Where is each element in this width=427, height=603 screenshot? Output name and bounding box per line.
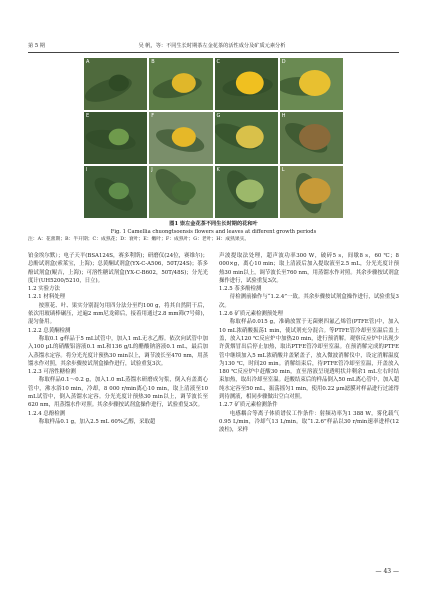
panel-tag: E bbox=[86, 113, 90, 119]
panel-tag: K bbox=[216, 167, 220, 173]
subject-shape bbox=[235, 72, 263, 95]
paragraph: 电感耦合等离子体质谱仪工作条件：射频功率为1 388 W，雾化载气0.95 L/min，冷却气13 L/min。取“1.2.6”样品以30 r/min速率进样(12波柱)，采样 bbox=[219, 410, 399, 434]
subject-shape bbox=[235, 126, 263, 149]
paragraph: 按照花、叶、果实分别混匀用四分法分至约100 g，将其自然阴干后，依次用玻璃棒碾压，过遍2 mm尼龙筛后，接着用通过2.8 mm筛(7号筛)，混匀备用。 bbox=[28, 302, 208, 326]
body-columns bbox=[28, 252, 399, 435]
subject-shape bbox=[172, 73, 196, 93]
section-heading: 1.2 实验方法 bbox=[28, 286, 60, 293]
photo-panel bbox=[84, 58, 147, 110]
figure-photo-grid bbox=[84, 58, 343, 218]
right-column bbox=[219, 252, 399, 435]
photo-panel bbox=[280, 112, 343, 164]
photo-content bbox=[149, 112, 212, 164]
panel-tag: D bbox=[281, 59, 286, 65]
photo-content bbox=[215, 58, 278, 110]
subject-shape bbox=[235, 180, 263, 203]
photo-content bbox=[84, 112, 147, 164]
section-heading: 1.2.5 茶多酚检测 bbox=[219, 286, 262, 293]
subject-shape bbox=[299, 70, 331, 96]
paragraph: 称取样品0.1 g，加入2.5 mL 60%乙醇，采取超 bbox=[38, 418, 156, 425]
photo-panel bbox=[280, 58, 343, 110]
panel-tag: F bbox=[151, 113, 155, 119]
subject-shape bbox=[172, 181, 196, 201]
subject-shape bbox=[109, 75, 129, 92]
caption-note: 注：A：花蕾期；B：半开期；C：成熟花；D：衰叶；E：嫩叶；F：成熟叶；G：老叶；H：成熟果实。 bbox=[28, 237, 250, 242]
panel-tag: B bbox=[151, 59, 155, 65]
paragraph: 待检测前操作与“1.2.4”一致。其余步骤按试剂盒操作进行，试验重复3次。 bbox=[219, 294, 399, 309]
page-number: — 43 — bbox=[375, 568, 399, 575]
paragraph: 铂金埃尔默）；电子天平(BSA124S，赛多利斯)；研磨仪(24位，赛维尔)；总酚试剂盒(索莱宝，上海)；总黄酮试剂盒(YX-C-A506，50T/24S)；茶多酚试剂盒(鲲吉，上海)；可溶性糖试剂盒(YX-C-B602，50T/48S)；分光光度计(UH5200/5210，日立)。 bbox=[28, 253, 208, 284]
panel-tag: C bbox=[216, 59, 220, 65]
subject-shape bbox=[172, 127, 196, 147]
photo-panel bbox=[215, 58, 278, 110]
running-header bbox=[28, 40, 399, 50]
paragraph: 称取0.1 g样品于5 mL试管中，加入1 mL无水乙醇。依次向试管中加入100 µL的硝酸铝溶液0.1 mL和136 g/L的醋酸钠溶液0.1 mL，最后加入蒸馏水定容。将分光光度计预热30 min以上，调节波长至470 nm，用蒸馏水作对照，其余步骤按试剂盒操作进行，试验重复3次。 bbox=[28, 335, 208, 367]
subject-shape bbox=[299, 178, 331, 204]
subject-shape bbox=[109, 129, 129, 146]
photo-content bbox=[84, 166, 147, 218]
section-heading: 1.2.2 总黄酮检测 bbox=[28, 327, 71, 334]
photo-content bbox=[149, 58, 212, 110]
photo-content bbox=[280, 166, 343, 218]
photo-content bbox=[149, 166, 212, 218]
photo-panel bbox=[84, 112, 147, 164]
section-heading: 1.2.6 矿质元素检测预处理 bbox=[219, 311, 283, 318]
photo-content bbox=[215, 112, 278, 164]
photo-panel bbox=[84, 166, 147, 218]
photo-content bbox=[280, 58, 343, 110]
panel-tag: H bbox=[281, 113, 286, 119]
photo-panel bbox=[149, 58, 212, 110]
photo-panel bbox=[215, 112, 278, 164]
panel-tag: L bbox=[281, 167, 285, 173]
photo-panel bbox=[215, 166, 278, 218]
figure-caption bbox=[28, 221, 399, 244]
section-heading: 1.2.4 总酚检测 bbox=[28, 410, 65, 417]
section-heading: 1.2.3 可溶性糖检测 bbox=[28, 369, 76, 376]
panel-tag: I bbox=[86, 167, 88, 173]
caption-english: Fig. 1 Camellia chuongtsoensis flowers and leaves at different growth periods bbox=[110, 228, 317, 235]
paragraph: 称取样品0.015 g，准确放置于无菌聚四氟乙烯管(PTFE管)中，加入10 mL浓硝酸振荡1 min，使试剂充分混合。等PTFE管冷却至室温后盖上盖，放入120 ℃反应炉中加热20 min，进行预消解。观察反应炉中出现少许黄烟冒出后停止加热，取出PTFE管冷却至室温。在预消解完成的PTFE管中继续加入5 mL浓硝酸并盖紧盖子，放入微波消解仪中，设定消解温度为130 ℃，时间20 min。消解结束后，待PTFE管冷却至室温，开盖放入180 ℃反应炉中赶酸30 min，直至溶液呈现透明状并剩余1 mL左右时结束加热，取出冷却至室温。赶酸结束后的样品倒入50 mL离心管中，加入超纯水定容至50 mL，振荡摇匀1 min，使用0.22 µm滤膜对样品进行过滤得到待测液，相同步骤做出空白对照。 bbox=[219, 319, 399, 401]
subject-shape bbox=[109, 183, 129, 200]
panel-tag: G bbox=[216, 113, 221, 119]
paragraph: 称取样品0.1～0.2 g，加入1.0 mL蒸馏水研磨成匀浆，倒入有盖离心管中，沸水浴10 min，冷却，8 000 r/min离心10 min，取上清液至10 mL试管中，倒入蒸馏水定容。分光光度计预热30 min以上，调节波长至620 nm，用蒸馏水作对照。其余步骤按试剂盒操作进行，试验重复3次。 bbox=[28, 377, 208, 409]
panel-tag: J bbox=[151, 167, 153, 173]
photo-content bbox=[215, 166, 278, 218]
photo-panel bbox=[149, 166, 212, 218]
header-rule bbox=[28, 52, 399, 53]
caption-chinese: 图1 崇左金花茶不同生长时期的花和叶 bbox=[169, 221, 258, 227]
issue-label: 第 5 期 bbox=[28, 42, 45, 49]
paragraph: 声波提取法处理，超声波功率300 W，破碎5 s，间歇8 s，60 ℃；8 000×g，离心10 min；取上清液后加入提取液至2.5 mL，分光光度计预热30 min以上，调节波长至760 nm，用蒸馏水作对照。其余步骤按试剂盒操作进行，试验重复3次。 bbox=[219, 253, 399, 284]
section-heading: 1.2.1 材料处理 bbox=[28, 294, 65, 301]
subject-shape bbox=[299, 124, 331, 150]
section-heading: 1.2.7 矿质元素检测条件 bbox=[219, 402, 278, 409]
photo-content bbox=[280, 112, 343, 164]
running-title: 吴 帆，等：不同生长时期茶左金花茶的活性成分及矿质元素分析 bbox=[138, 42, 286, 49]
photo-content bbox=[84, 58, 147, 110]
left-column bbox=[28, 252, 208, 435]
photo-panel bbox=[149, 112, 212, 164]
photo-panel bbox=[280, 166, 343, 218]
panel-tag: A bbox=[86, 59, 90, 65]
leaf-shape bbox=[84, 72, 136, 107]
